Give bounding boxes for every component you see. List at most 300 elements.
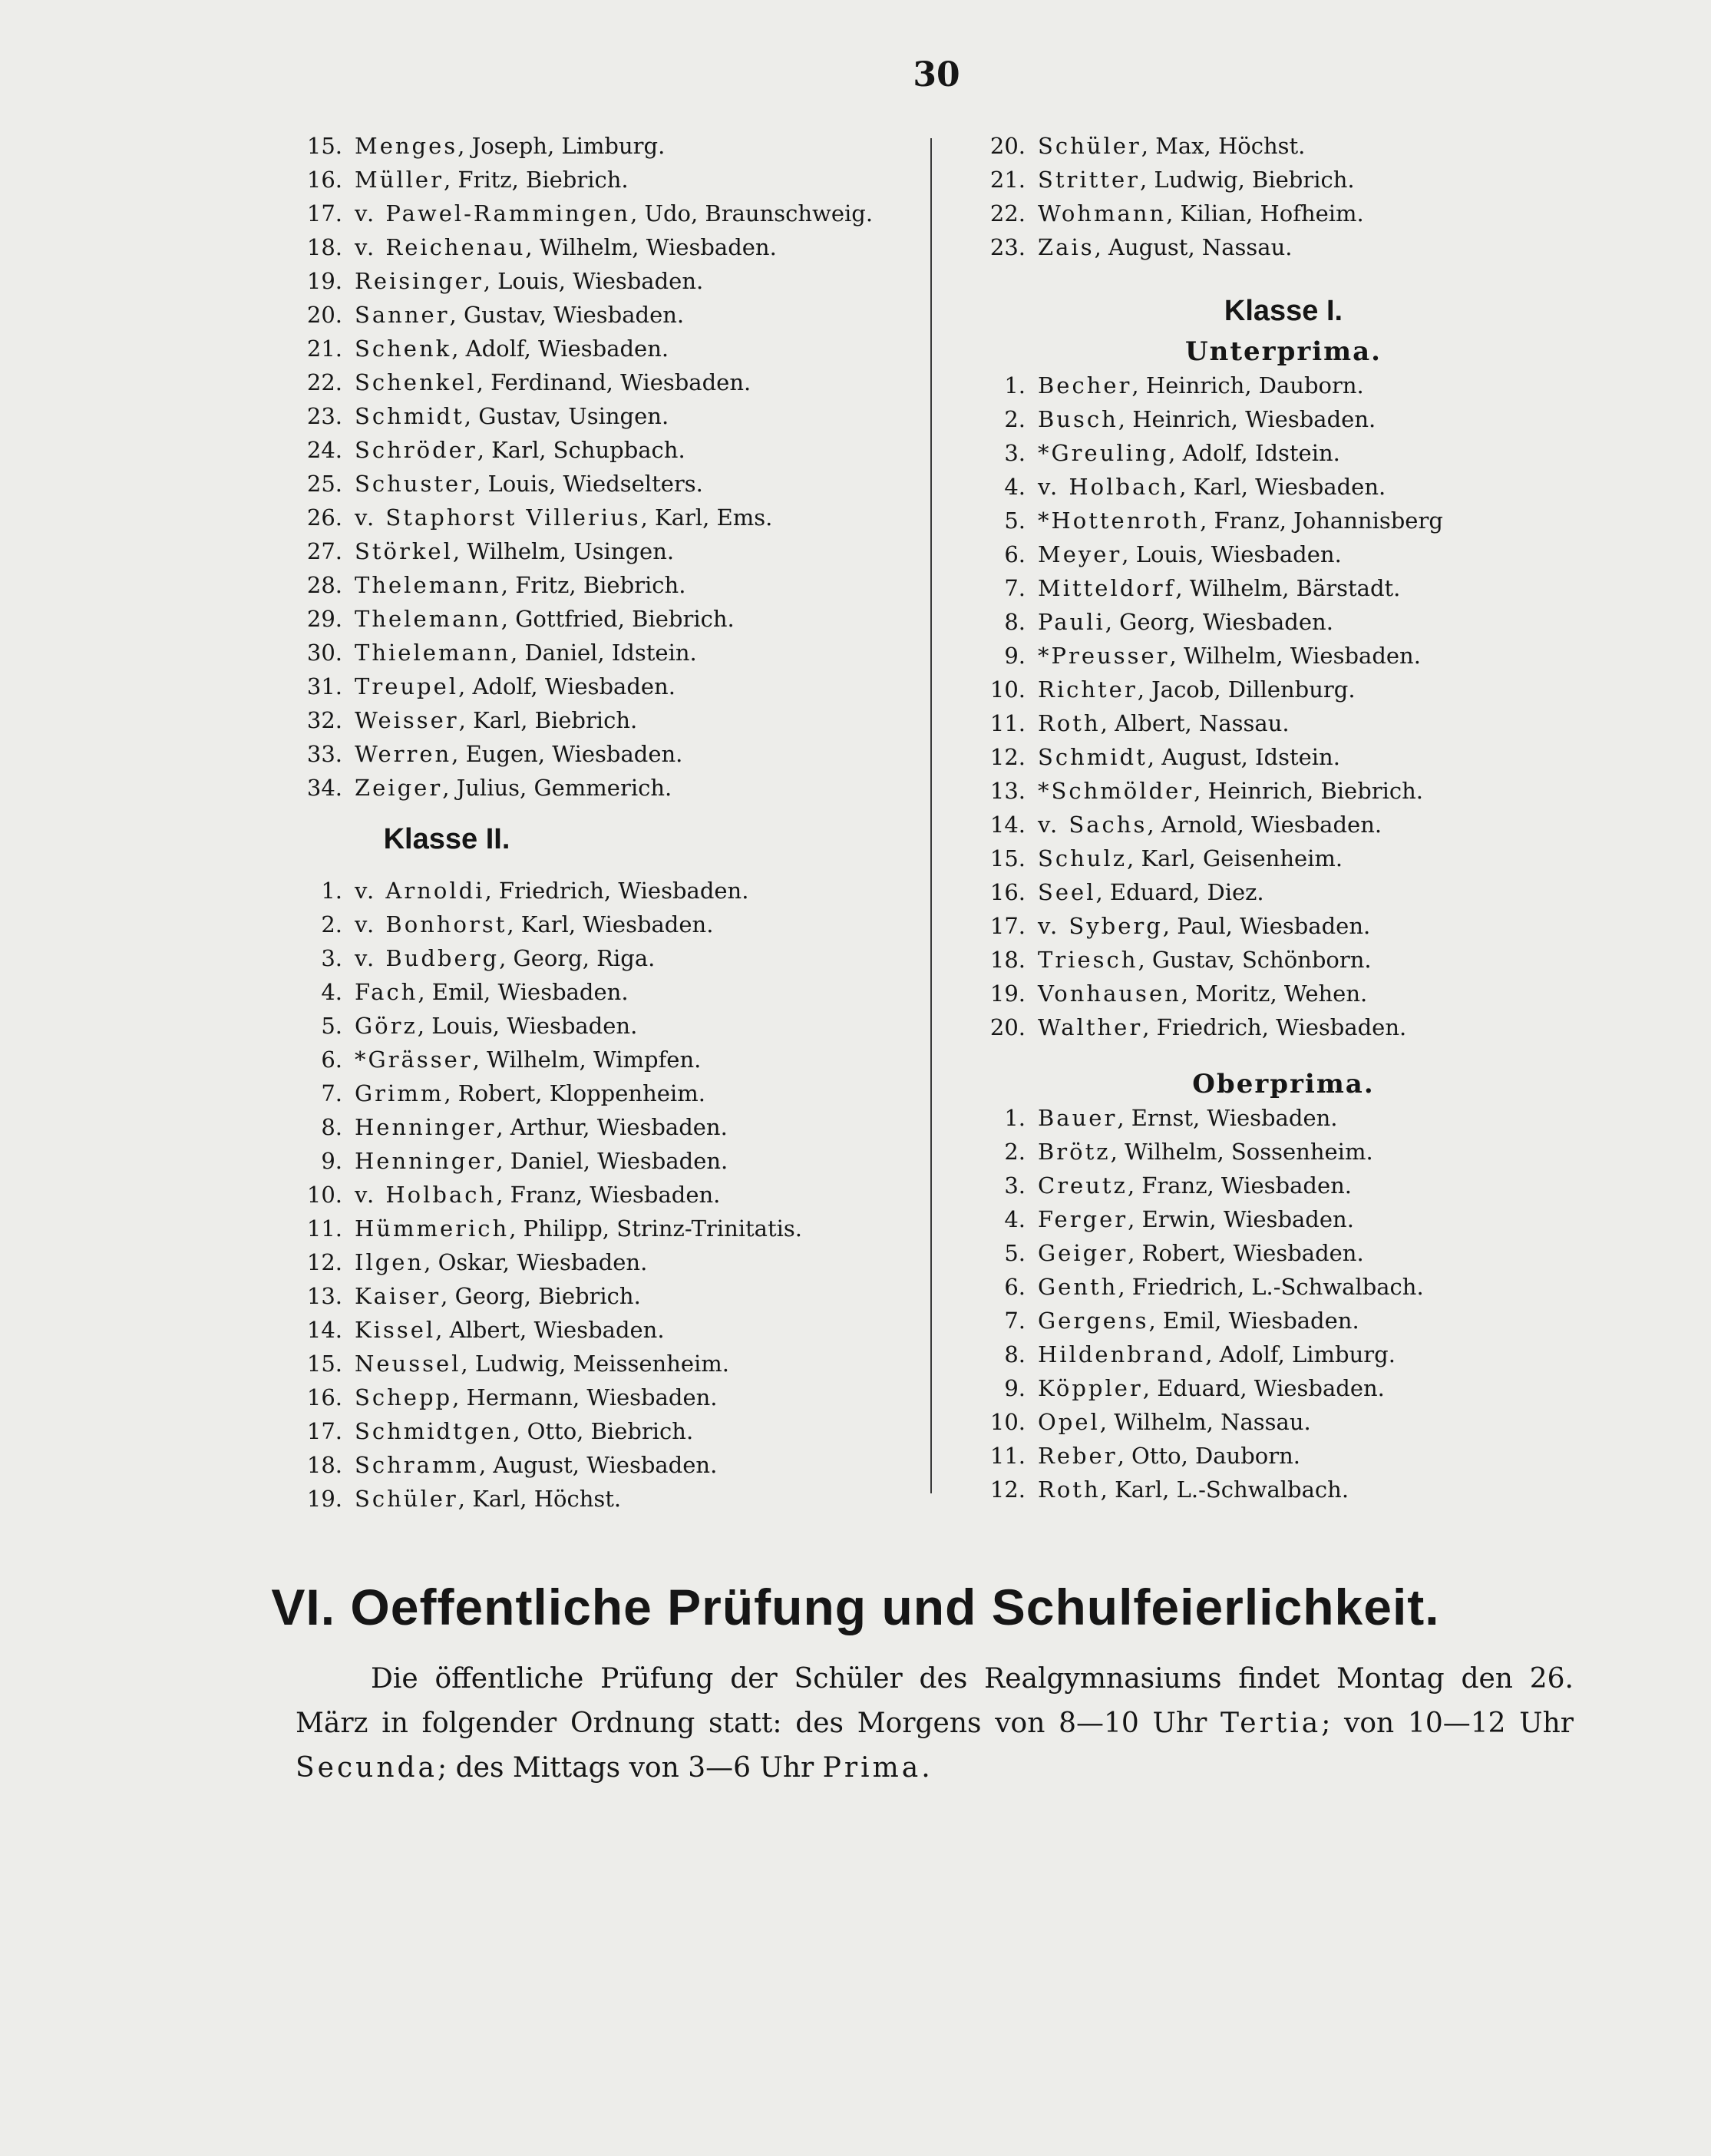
student-details: , Fritz, Biebrich. xyxy=(500,572,686,598)
student-surname: Thelemann xyxy=(355,572,501,598)
student-details: , Adolf, Wiesbaden. xyxy=(451,336,669,362)
student-details: , Adolf, Limburg. xyxy=(1205,1341,1396,1367)
student-number: 15. xyxy=(989,845,1026,871)
student-surname: Geiger xyxy=(1038,1240,1128,1266)
student-surname: Menges xyxy=(355,133,458,159)
student-row xyxy=(969,163,1644,197)
student-surname: v. Syberg xyxy=(1038,913,1163,939)
student-details: , Friedrich, Wiesbaden. xyxy=(1142,1014,1407,1040)
student-row xyxy=(969,875,1644,909)
student-row xyxy=(286,399,900,433)
student-row xyxy=(286,1347,900,1381)
student-details: , Georg, Wiesbaden. xyxy=(1105,609,1333,635)
student-number: 3. xyxy=(321,945,342,971)
student-number: 6. xyxy=(1004,1274,1026,1300)
student-row xyxy=(969,1371,1644,1405)
student-number: 5. xyxy=(1004,1240,1026,1266)
student-details: , Gustav, Wiesbaden. xyxy=(449,302,685,328)
student-number: 18. xyxy=(306,234,342,260)
student-number: 7. xyxy=(1004,575,1026,601)
student-row xyxy=(286,298,900,332)
student-number: 18. xyxy=(306,1452,342,1478)
student-surname: Schenk xyxy=(355,336,452,362)
student-row xyxy=(286,1043,900,1076)
student-number: 2. xyxy=(1004,1139,1026,1165)
student-row xyxy=(286,941,900,975)
student-details: , Jacob, Dillenburg. xyxy=(1137,676,1356,703)
student-details: , Philipp, Strinz-Trinitatis. xyxy=(509,1215,802,1242)
student-row xyxy=(969,504,1644,537)
body-text-1: Die öffentliche Prüfung der Schüler des Realgymnasiums findet Montag den 26. März in folgender Ordnung statt: des Morgens von 8—10 Uhr xyxy=(296,1663,1574,1739)
student-surname: Müller xyxy=(355,167,444,193)
student-number: 12. xyxy=(989,1476,1026,1503)
student-details: , Otto, Biebrich. xyxy=(513,1418,694,1444)
student-row xyxy=(286,264,900,298)
student-details: , Arnold, Wiesbaden. xyxy=(1147,812,1382,838)
student-number: 16. xyxy=(306,1384,342,1410)
student-number: 16. xyxy=(989,879,1026,905)
oberprima-heading: Oberprima. xyxy=(1192,1069,1375,1099)
student-surname: Roth xyxy=(1038,710,1101,736)
student-details: , Wilhelm, Nassau. xyxy=(1099,1409,1311,1435)
student-surname: Mitteldorf xyxy=(1038,575,1176,601)
student-row xyxy=(286,636,900,670)
student-surname: Seel xyxy=(1038,879,1096,905)
student-row xyxy=(286,332,900,365)
student-details: , Hermann, Wiesbaden. xyxy=(452,1384,718,1410)
student-surname: Hildenbrand xyxy=(1038,1341,1206,1367)
student-row xyxy=(286,1448,900,1482)
body-text-2: ; von 10—12 Uhr xyxy=(1321,1708,1574,1739)
student-details: , Louis, Wiesbaden. xyxy=(483,268,704,294)
student-number: 30. xyxy=(306,640,342,666)
student-details: , Joseph, Limburg. xyxy=(457,133,666,159)
student-row xyxy=(969,230,1644,264)
student-surname: Schmidt xyxy=(1038,744,1148,770)
student-number: 4. xyxy=(1004,474,1026,500)
student-row xyxy=(286,365,900,399)
student-surname: Henninger xyxy=(355,1114,497,1140)
student-surname: Schulz xyxy=(1038,845,1128,871)
student-row xyxy=(286,1110,900,1144)
student-number: 25. xyxy=(306,471,342,497)
student-surname: Neussel xyxy=(355,1351,461,1377)
student-surname: Grimm xyxy=(355,1080,444,1106)
student-surname: Henninger xyxy=(355,1148,497,1174)
student-row xyxy=(969,1439,1644,1473)
student-number: 10. xyxy=(306,1182,342,1208)
student-row xyxy=(969,740,1644,774)
student-row xyxy=(286,975,900,1009)
student-row xyxy=(969,706,1644,740)
student-row xyxy=(969,402,1644,436)
student-number: 17. xyxy=(306,200,342,227)
student-number: 6. xyxy=(321,1047,342,1073)
right-column xyxy=(969,129,1644,1506)
student-number: 14. xyxy=(989,812,1026,838)
student-details: , Karl, Wiesbaden. xyxy=(1179,474,1386,500)
student-details: , Heinrich, Biebrich. xyxy=(1194,778,1424,804)
student-details: , Wilhelm, Bärstadt. xyxy=(1175,575,1401,601)
student-details: , Max, Höchst. xyxy=(1141,133,1306,159)
student-surname: *Grässer xyxy=(355,1047,473,1073)
student-surname: Richter xyxy=(1038,676,1138,703)
student-details: , Eduard, Wiesbaden. xyxy=(1142,1375,1385,1401)
student-row xyxy=(286,129,900,163)
student-row xyxy=(969,537,1644,571)
student-details: , Ernst, Wiesbaden. xyxy=(1117,1105,1338,1131)
section-vi-body xyxy=(296,1657,1574,1791)
student-number: 20. xyxy=(989,1014,1026,1040)
student-number: 11. xyxy=(306,1215,342,1242)
student-surname: Kissel xyxy=(355,1317,436,1343)
student-number: 27. xyxy=(306,538,342,564)
student-row xyxy=(969,369,1644,402)
student-details: , Ludwig, Biebrich. xyxy=(1140,167,1355,193)
student-number: 28. xyxy=(306,572,342,598)
student-surname: Störkel xyxy=(355,538,453,564)
student-details: , August, Wiesbaden. xyxy=(478,1452,718,1478)
student-surname: Werren xyxy=(355,741,452,767)
student-details: , Fritz, Biebrich. xyxy=(443,167,629,193)
student-number: 17. xyxy=(306,1418,342,1444)
student-row xyxy=(286,771,900,805)
student-row xyxy=(969,1010,1644,1044)
student-surname: Schepp xyxy=(355,1384,453,1410)
student-number: 14. xyxy=(306,1317,342,1343)
student-surname: *Schmölder xyxy=(1038,778,1194,804)
student-row xyxy=(969,605,1644,639)
student-details: , Albert, Nassau. xyxy=(1100,710,1290,736)
student-surname: v. Bonhorst xyxy=(355,911,507,937)
student-details: , Julius, Gemmerich. xyxy=(442,775,672,801)
student-surname: Schmidt xyxy=(355,403,464,429)
student-row xyxy=(286,670,900,703)
student-details: , Erwin, Wiesbaden. xyxy=(1128,1206,1354,1232)
student-surname: Zais xyxy=(1038,234,1095,260)
student-surname: Vonhausen xyxy=(1038,980,1181,1007)
student-details: , Louis, Wiesbaden. xyxy=(1121,541,1342,567)
section-vi-title: VI. Oeffentliche Prüfung und Schulfeierlichkeit. xyxy=(271,1579,1440,1635)
student-surname: *Preusser xyxy=(1038,643,1170,669)
page-number: 30 xyxy=(913,55,960,94)
student-details: , August, Nassau. xyxy=(1094,234,1293,260)
student-surname: Gergens xyxy=(1038,1308,1149,1334)
student-number: 6. xyxy=(1004,541,1026,567)
student-details: , Eduard, Diez. xyxy=(1095,879,1264,905)
student-surname: Stritter xyxy=(1038,167,1140,193)
student-details: , Emil, Wiesbaden. xyxy=(1148,1308,1359,1334)
student-surname: Ferger xyxy=(1038,1206,1128,1232)
student-details: , Wilhelm, Wiesbaden. xyxy=(1169,643,1421,669)
student-surname: Roth xyxy=(1038,1476,1101,1503)
student-number: 9. xyxy=(1004,1375,1026,1401)
student-details: , August, Idstein. xyxy=(1147,744,1340,770)
student-number: 22. xyxy=(306,369,342,395)
student-surname: Görz xyxy=(355,1013,418,1039)
student-number: 32. xyxy=(306,707,342,733)
student-row xyxy=(286,433,900,467)
student-number: 2. xyxy=(1004,406,1026,432)
student-details: , Ludwig, Meissenheim. xyxy=(461,1351,730,1377)
student-number: 3. xyxy=(1004,440,1026,466)
student-surname: v. Budberg xyxy=(355,945,500,971)
student-row xyxy=(286,197,900,230)
student-details: , Heinrich, Wiesbaden. xyxy=(1118,406,1376,432)
student-details: , Adolf, Wiesbaden. xyxy=(458,673,675,699)
prima-label: Prima xyxy=(822,1752,922,1784)
student-details: , Wilhelm, Wiesbaden. xyxy=(525,234,777,260)
student-number: 24. xyxy=(306,437,342,463)
student-row xyxy=(969,1101,1644,1135)
student-details: , Otto, Dauborn. xyxy=(1117,1443,1301,1469)
student-surname: Wohmann xyxy=(1038,200,1167,227)
student-surname: Treupel xyxy=(355,673,459,699)
student-row xyxy=(286,1414,900,1448)
student-surname: v. Sachs xyxy=(1038,812,1148,838)
student-surname: Walther xyxy=(1038,1014,1143,1040)
student-surname: Köppler xyxy=(1038,1375,1143,1401)
student-surname: Ilgen xyxy=(355,1249,424,1275)
student-row xyxy=(286,534,900,568)
student-number: 18. xyxy=(989,947,1026,973)
student-surname: *Greuling xyxy=(1038,440,1169,466)
student-details: , Karl, Höchst. xyxy=(457,1486,622,1512)
student-row xyxy=(969,436,1644,470)
student-number: 23. xyxy=(306,403,342,429)
student-number: 1. xyxy=(1004,372,1026,398)
student-row xyxy=(969,808,1644,842)
left-column xyxy=(286,129,900,1516)
student-number: 34. xyxy=(306,775,342,801)
student-number: 13. xyxy=(989,778,1026,804)
student-surname: Becher xyxy=(1038,372,1132,398)
student-details: , Wilhelm, Sossenheim. xyxy=(1110,1139,1373,1165)
student-details: , Udo, Braunschweig. xyxy=(630,200,874,227)
student-number: 17. xyxy=(989,913,1026,939)
student-row xyxy=(969,197,1644,230)
spacer xyxy=(286,805,900,815)
student-row xyxy=(286,1381,900,1414)
student-row xyxy=(969,1270,1644,1304)
student-details: , Franz, Johannisberg xyxy=(1200,508,1443,534)
student-details: , Adolf, Idstein. xyxy=(1168,440,1340,466)
student-surname: Triesch xyxy=(1038,947,1138,973)
klasse-ii-continued-list xyxy=(969,129,1644,264)
student-number: 5. xyxy=(1004,508,1026,534)
student-surname: Schüler xyxy=(1038,133,1141,159)
student-row xyxy=(969,1135,1644,1169)
student-row xyxy=(969,1202,1644,1236)
student-number: 20. xyxy=(306,302,342,328)
student-details: , Eugen, Wiesbaden. xyxy=(451,741,683,767)
student-number: 13. xyxy=(306,1283,342,1309)
student-row xyxy=(286,163,900,197)
student-details: , Franz, Wiesbaden. xyxy=(1127,1172,1353,1199)
student-number: 9. xyxy=(321,1148,342,1174)
student-number: 7. xyxy=(321,1080,342,1106)
student-number: 11. xyxy=(989,1443,1026,1469)
student-details: , Gustav, Schönborn. xyxy=(1138,947,1372,973)
spacer xyxy=(286,863,900,874)
student-details: , Gottfried, Biebrich. xyxy=(500,606,735,632)
student-number: 21. xyxy=(989,167,1026,193)
student-row xyxy=(969,1304,1644,1338)
student-surname: Fach xyxy=(355,979,418,1005)
body-text-3: ; des Mittags von 3—6 Uhr xyxy=(438,1752,823,1784)
student-surname: Busch xyxy=(1038,406,1118,432)
unterprima-list xyxy=(969,369,1644,1044)
student-row xyxy=(969,1405,1644,1439)
student-surname: Schuster xyxy=(355,471,474,497)
student-number: 3. xyxy=(1004,1172,1026,1199)
student-row xyxy=(286,908,900,941)
student-row xyxy=(286,568,900,602)
student-details: , Heinrich, Dauborn. xyxy=(1131,372,1364,398)
student-surname: Genth xyxy=(1038,1274,1118,1300)
student-number: 16. xyxy=(306,167,342,193)
klasse-iii-list xyxy=(286,129,900,805)
student-number: 10. xyxy=(989,1409,1026,1435)
student-details: , Karl, Geisenheim. xyxy=(1127,845,1343,871)
student-row xyxy=(286,1245,900,1279)
student-details: , Albert, Wiesbaden. xyxy=(435,1317,665,1343)
student-surname: v. Pawel-Rammingen xyxy=(355,200,631,227)
student-number: 19. xyxy=(306,268,342,294)
spacer xyxy=(969,264,1644,287)
klasse-i-heading: Klasse I. xyxy=(1224,295,1343,327)
student-surname: Reber xyxy=(1038,1443,1118,1469)
student-surname: Meyer xyxy=(1038,541,1122,567)
student-number: 4. xyxy=(1004,1206,1026,1232)
student-surname: Reisinger xyxy=(355,268,484,294)
student-surname: Sanner xyxy=(355,302,450,328)
body-text-4: . xyxy=(921,1752,930,1784)
student-details: , Friedrich, Wiesbaden. xyxy=(484,878,749,904)
student-number: 15. xyxy=(306,1351,342,1377)
student-number: 15. xyxy=(306,133,342,159)
student-row xyxy=(969,470,1644,504)
student-number: 1. xyxy=(1004,1105,1026,1131)
student-number: 19. xyxy=(989,980,1026,1007)
klasse-ii-heading: Klasse II. xyxy=(383,823,510,855)
student-number: 1. xyxy=(321,878,342,904)
student-number: 21. xyxy=(306,336,342,362)
student-details: , Karl, Schupbach. xyxy=(477,437,685,463)
student-details: , Oskar, Wiesbaden. xyxy=(424,1249,648,1275)
student-number: 7. xyxy=(1004,1308,1026,1334)
student-number: 22. xyxy=(989,200,1026,227)
student-number: 2. xyxy=(321,911,342,937)
student-number: 23. xyxy=(989,234,1026,260)
student-details: , Georg, Riga. xyxy=(499,945,656,971)
student-row xyxy=(286,737,900,771)
student-row xyxy=(969,129,1644,163)
student-row xyxy=(969,943,1644,977)
student-row xyxy=(286,1178,900,1212)
student-surname: Schramm xyxy=(355,1452,479,1478)
student-details: , Karl, Ems. xyxy=(640,504,773,531)
student-number: 12. xyxy=(306,1249,342,1275)
student-row xyxy=(286,467,900,501)
student-surname: *Hottenroth xyxy=(1038,508,1201,534)
student-row xyxy=(286,1279,900,1313)
student-row xyxy=(286,1212,900,1245)
student-number: 5. xyxy=(321,1013,342,1039)
student-details: , Ferdinand, Wiesbaden. xyxy=(476,369,751,395)
student-surname: v. Reichenau xyxy=(355,234,526,260)
student-row xyxy=(286,230,900,264)
student-details: , Karl, Biebrich. xyxy=(458,707,638,733)
student-number: 8. xyxy=(321,1114,342,1140)
student-details: , Friedrich, L.-Schwalbach. xyxy=(1118,1274,1424,1300)
student-details: , Paul, Wiesbaden. xyxy=(1162,913,1371,939)
student-details: , Franz, Wiesbaden. xyxy=(496,1182,721,1208)
student-number: 12. xyxy=(989,744,1026,770)
student-surname: Bauer xyxy=(1038,1105,1118,1131)
student-row xyxy=(969,1338,1644,1371)
student-surname: Kaiser xyxy=(355,1283,441,1309)
student-details: , Louis, Wiesbaden. xyxy=(417,1013,638,1039)
student-number: 20. xyxy=(989,133,1026,159)
student-row xyxy=(286,874,900,908)
student-row xyxy=(969,1236,1644,1270)
student-surname: Thelemann xyxy=(355,606,501,632)
student-details: , Daniel, Idstein. xyxy=(510,640,697,666)
student-surname: Pauli xyxy=(1038,609,1105,635)
student-row xyxy=(969,639,1644,673)
student-row xyxy=(286,1482,900,1516)
student-details: , Karl, Wiesbaden. xyxy=(507,911,714,937)
student-details: , Georg, Biebrich. xyxy=(441,1283,641,1309)
student-number: 26. xyxy=(306,504,342,531)
student-row xyxy=(286,1009,900,1043)
student-row xyxy=(286,602,900,636)
student-details: , Robert, Kloppenheim. xyxy=(444,1080,705,1106)
student-details: , Karl, L.-Schwalbach. xyxy=(1100,1476,1349,1503)
student-row xyxy=(969,909,1644,943)
student-row xyxy=(286,1144,900,1178)
student-row xyxy=(969,1473,1644,1506)
student-row xyxy=(969,1169,1644,1202)
student-details: , Emil, Wiesbaden. xyxy=(418,979,629,1005)
student-details: , Robert, Wiesbaden. xyxy=(1128,1240,1364,1266)
student-surname: Schüler xyxy=(355,1486,458,1512)
student-details: , Arthur, Wiesbaden. xyxy=(496,1114,728,1140)
student-number: 8. xyxy=(1004,1341,1026,1367)
student-number: 4. xyxy=(321,979,342,1005)
student-number: 10. xyxy=(989,676,1026,703)
student-details: , Gustav, Usingen. xyxy=(464,403,669,429)
student-number: 19. xyxy=(306,1486,342,1512)
student-row xyxy=(969,774,1644,808)
column-divider xyxy=(930,138,932,1493)
student-surname: Creutz xyxy=(1038,1172,1128,1199)
student-number: 33. xyxy=(306,741,342,767)
student-surname: Zeiger xyxy=(355,775,443,801)
student-details: , Kilian, Hofheim. xyxy=(1166,200,1364,227)
student-number: 9. xyxy=(1004,643,1026,669)
spacer xyxy=(969,1044,1644,1067)
student-number: 29. xyxy=(306,606,342,632)
student-row xyxy=(969,673,1644,706)
student-surname: Brötz xyxy=(1038,1139,1111,1165)
student-surname: v. Holbach xyxy=(355,1182,497,1208)
student-surname: Weisser xyxy=(355,707,459,733)
oberprima-list xyxy=(969,1101,1644,1506)
student-row xyxy=(286,703,900,737)
student-surname: v. Arnoldi xyxy=(355,878,485,904)
